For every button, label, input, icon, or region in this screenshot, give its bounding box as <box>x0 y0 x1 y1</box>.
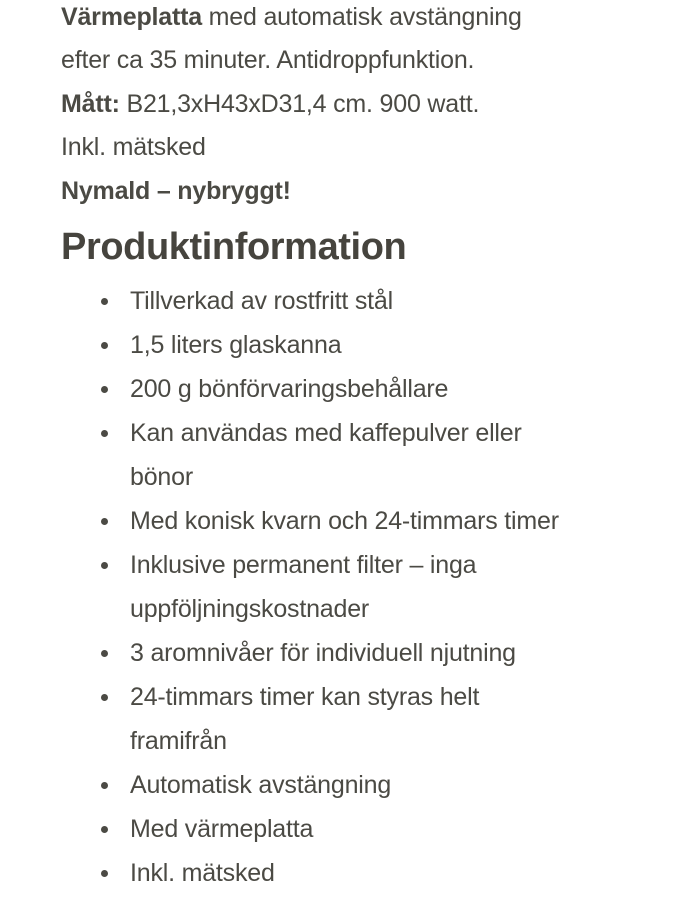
bullet-icon <box>101 694 108 701</box>
list-item-text: 1,5 liters glaskanna <box>130 331 342 359</box>
list-item-text: Inkl. mätsked <box>130 859 275 887</box>
bullet-icon <box>101 298 108 305</box>
list-item-text: Inklusive permanent filter – inga <box>130 551 477 579</box>
bullet-icon <box>101 430 108 437</box>
list-item-text: bönor <box>130 463 193 491</box>
bullet-icon <box>101 342 108 349</box>
list-item-text: Med värmeplatta <box>130 815 314 843</box>
intro-line-tagline: Nymald – nybryggt! <box>61 177 291 205</box>
list-item-text: 200 g bönförvaringsbehållare <box>130 375 449 403</box>
section-title: Produktinformation <box>61 226 407 268</box>
bullet-icon <box>101 826 108 833</box>
intro-line-heating-plate <box>61 2 522 32</box>
list-item-text: 24-timmars timer kan styras helt <box>130 683 480 711</box>
heating-plate-text: med automatisk avstängning <box>201 3 522 31</box>
list-item-text: Kan användas med kaffepulver eller <box>130 419 522 447</box>
bullet-icon <box>101 518 108 525</box>
heating-plate-label: Värmeplatta <box>61 3 202 31</box>
bullet-icon <box>101 562 108 569</box>
intro-line-auto-off: efter ca 35 minuter. Antidroppfunktion. <box>61 46 475 74</box>
intro-line-dimensions <box>61 89 479 119</box>
bullet-icon <box>101 782 108 789</box>
list-item-text: Tillverkad av rostfritt stål <box>130 287 393 315</box>
list-item-text: framifrån <box>130 727 227 755</box>
dimensions-label: Mått: <box>61 90 120 118</box>
dimensions-text: B21,3xH43xD31,4 cm. 900 watt. <box>119 90 480 118</box>
list-item-text: Automatisk avstängning <box>130 771 392 799</box>
bullet-icon <box>101 870 108 877</box>
intro-line-measuring-spoon: Inkl. mätsked <box>61 133 206 161</box>
list-item-text: 3 aromnivåer för individuell njutning <box>130 639 516 667</box>
bullet-icon <box>101 386 108 393</box>
list-item-text: Med konisk kvarn och 24-timmars timer <box>130 507 559 535</box>
bullet-icon <box>101 650 108 657</box>
list-item-text: uppföljningskostnader <box>130 595 370 623</box>
